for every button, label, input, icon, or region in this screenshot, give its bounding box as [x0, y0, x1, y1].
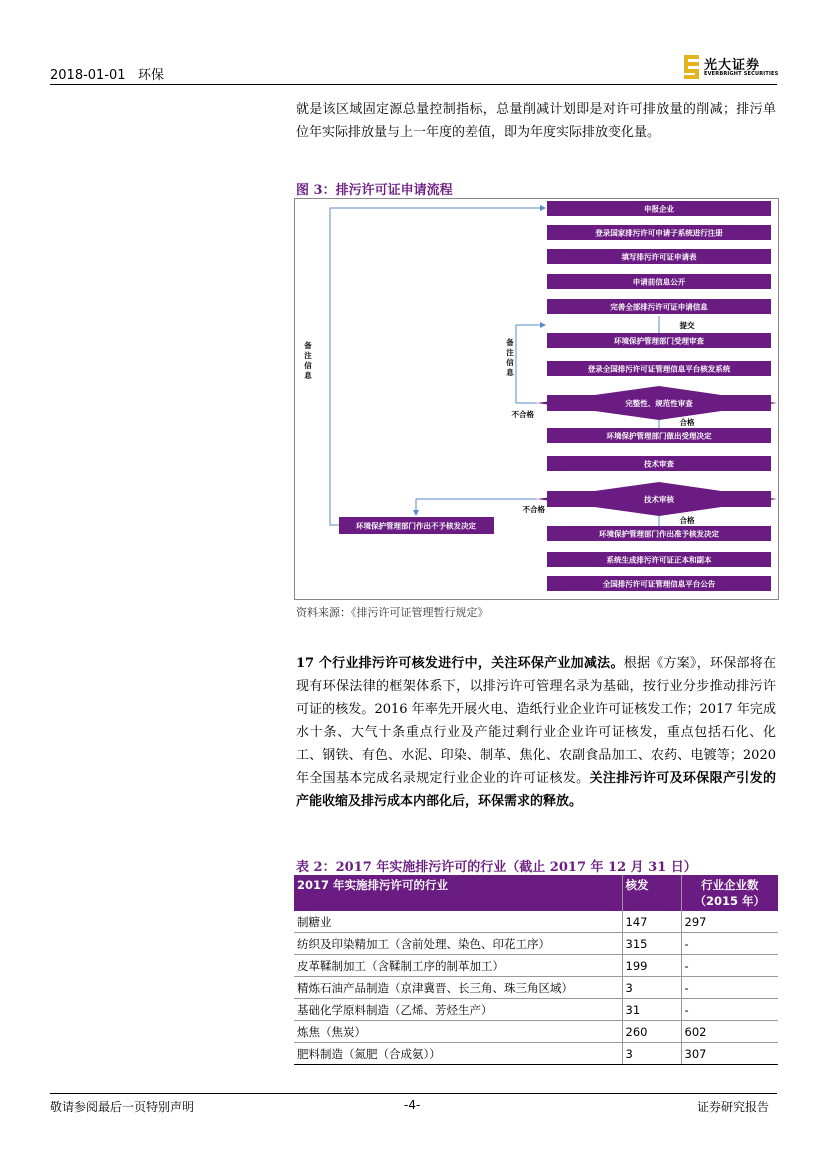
header-enterprise-count: 行业企业数（2015 年）	[681, 875, 778, 911]
permit-flowchart	[294, 198, 779, 600]
flow-step-label: 填写排污许可证申请表	[621, 252, 697, 262]
everbright-logo	[684, 55, 780, 81]
label-fail: 不合格	[511, 410, 534, 419]
logo-text-en: EVERBRIGHT SECURITIES	[704, 71, 779, 77]
issued-cell: 3	[622, 1043, 681, 1065]
para2-lead: 17 个行业排污许可核发进行中，关注环保产业加减法。	[296, 656, 624, 671]
label-fail: 不合格	[522, 505, 545, 514]
paragraph-industry-permits	[296, 652, 776, 813]
paragraph-total-control: 就是该区域固定源总量控制指标，总量削减计划即是对许可排放量的削减；排污单位年实际排放量与上一年度的差值，即为年度实际排放变化量。	[296, 102, 776, 140]
logo-mark-icon	[684, 55, 699, 79]
para2-body: 根据《方案》，环保部将在现有环保法律的框架体系下，以排污许可管理名录为基础，按行业分步推动排污许可证的核发。2016 年率先开展火电、造纸行业企业许可证核发工作；2017 年完成水十条、大气十条重点行业及产能过剩行业企业许可证核发，重点包括石化、化工、钢铁、有色、水泥、印染、制革、焦化、农副食品加工、农药、电镀等；2020 年全国基本完成名录规定行业企业的许可证核发。	[296, 656, 776, 786]
footer-rule	[50, 1093, 777, 1094]
issued-cell: 260	[622, 1021, 681, 1043]
table-row	[294, 1043, 778, 1065]
flow-step-label: 登录国家排污许可申请子系统进行注册	[595, 228, 723, 238]
industry-cell: 纺织及印染精加工（含前处理、染色、印花工序）	[294, 933, 622, 955]
issued-cell: 31	[622, 999, 681, 1021]
table-header-row	[294, 875, 778, 911]
label-pass: 合格	[679, 418, 695, 427]
header-date-category	[50, 64, 164, 83]
flow-step-label: 全国排污许可证管理信息平台公告	[602, 579, 716, 589]
flow-step-label: 完整性、规范性审查	[625, 399, 693, 408]
logo-text-cn: 光大证券	[704, 58, 761, 73]
header-category: 环保	[137, 68, 164, 83]
flow-step-label: 技术审查	[644, 459, 674, 469]
table-row	[294, 933, 778, 955]
flow-step-label: 环境保护管理部门受理审查	[614, 336, 704, 346]
flow-step-label: 系统生成排污许可证正本和副本	[606, 555, 712, 565]
count-cell: -	[681, 955, 778, 977]
table-row	[294, 955, 778, 977]
count-cell: 602	[681, 1021, 778, 1043]
flow-step-label: 环境保护管理部门做出受理决定	[606, 431, 712, 441]
page-number: -4-	[404, 1098, 421, 1112]
count-cell: -	[681, 999, 778, 1021]
flow-step-label: 申请前信息公开	[632, 277, 686, 287]
label-note: 备注信息	[506, 338, 514, 377]
figure-source: 资料来源：《排污许可证管理暂行规定》	[296, 606, 489, 619]
issued-cell: 147	[622, 911, 681, 933]
header-issued: 核发	[622, 875, 681, 911]
label-pass: 合格	[679, 516, 695, 525]
table-title: 表 2：2017 年实施排污许可的行业（截止 2017 年 12 月 31 日）	[296, 860, 697, 875]
figure-title: 图 3：排污许可证申请流程	[296, 183, 453, 198]
label-note: 备注信息	[304, 341, 312, 380]
table-row	[294, 977, 778, 999]
count-cell: -	[681, 933, 778, 955]
industry-cell: 肥料制造（氮肥（合成氨））	[294, 1043, 622, 1065]
label-submit: 提交	[679, 321, 695, 330]
flow-step-label: 登录全国排污许可证管理信息平台核发系统	[587, 364, 731, 374]
footer-disclaimer: 敬请参阅最后一页特别声明	[50, 1100, 195, 1114]
flow-step-label: 申报企业	[644, 204, 674, 214]
flow-reject-label: 环境保护管理部门作出不予核发决定	[356, 521, 476, 531]
para2-conclusion: 关注排污许可及环保限产引发的产能收缩及排污成本内部化后，环保需求的释放。	[296, 771, 776, 809]
flow-step-label: 完善全部排污许可证申请信息	[610, 302, 708, 312]
header-industry: 2017 年实施排污许可的行业	[294, 875, 622, 911]
table-row	[294, 911, 778, 933]
header-rule	[50, 84, 777, 85]
count-cell: 297	[681, 911, 778, 933]
footer-report-type: 证券研究报告	[697, 1100, 770, 1114]
industry-cell: 制糖业	[294, 911, 622, 933]
header-date: 2018-01-01	[50, 68, 126, 83]
flow-step-label: 技术审核	[644, 495, 674, 504]
issued-cell: 3	[622, 977, 681, 999]
industry-cell: 炼焦（焦炭）	[294, 1021, 622, 1043]
issued-cell: 315	[622, 933, 681, 955]
industry-cell: 皮革鞣制加工（含鞣制工序的制革加工）	[294, 955, 622, 977]
industry-cell: 基础化学原料制造（乙烯、芳烃生产）	[294, 999, 622, 1021]
count-cell: 307	[681, 1043, 778, 1065]
table-row	[294, 1021, 778, 1043]
industry-permit-table	[294, 875, 778, 1065]
issued-cell: 199	[622, 955, 681, 977]
table-row	[294, 999, 778, 1021]
count-cell: -	[681, 977, 778, 999]
industry-cell: 精炼石油产品制造（京津冀晋、长三角、珠三角区域）	[294, 977, 622, 999]
flow-step-label: 环境保护管理部门作出准予核发决定	[599, 529, 719, 539]
